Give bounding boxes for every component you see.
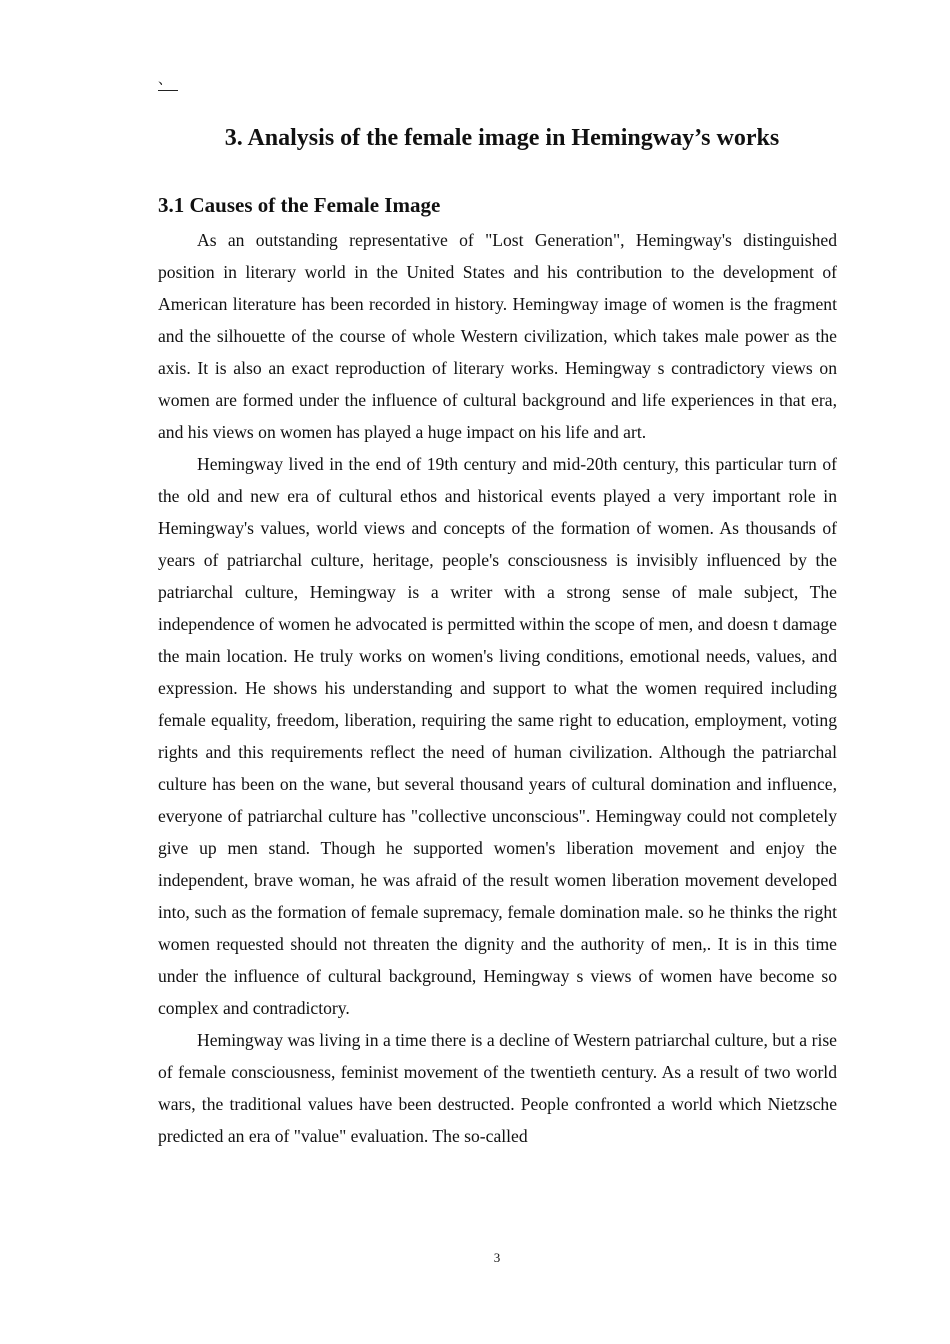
chapter-title: 3. Analysis of the female image in Hemingway’s works [224, 125, 780, 151]
header-mark: 、 [158, 74, 178, 91]
section-title: 3.1 Causes of the Female Image [158, 193, 441, 217]
paragraph-causes-intro: As an outstanding representative of "Lost Generation", Hemingway's distinguished position in literary world in the United States and his contribution to the development of American literature has been recorded in history. Hemingway image of women is the fragment and the silhouette of the course of whole Western civilization, which takes male power as the axis. It is also an exact reproduction of literary works. Hemingway s contradictory views on women are formed under the influence of cultural background and life experiences in that era, and his views on women has played a huge impact on his life and art. [158, 230, 837, 442]
paragraph-historical-context: Hemingway lived in the end of 19th century and mid-20th century, this particular turn of the old and new era of cultural ethos and historical events played a very important role in Hemingway's values, world views and concepts of the formation of women. As thousands of years of patriarchal culture, heritage, people's consciousness is invisibly influenced by the patriarchal culture, Hemingway is a writer with a strong sense of male subject, The independence of women he advocated is permitted within the scope of men, and doesn t damage the main location. He truly works on women's living conditions, emotional needs, values, and expression. He shows his understanding and support to what the women required including female equality, freedom, liberation, requiring the same right to education, employment, voting rights and this requirements reflect the need of human civilization. Although the patriarchal culture has been on the wane, but several thousand years of cultural domination and influence, everyone of patriarchal culture has "collective unconscious". Hemingway could not completely give up men stand. Though he supported women's liberation movement and enjoy the independent, brave woman, he was afraid of the result women liberation movement developed into, such as the formation of female supremacy, female domination male. so he thinks the right women requested should not threaten the dignity and the authority of men,. It is in this time under the influence of cultural background, Hemingway s views of women have become so complex and contradictory. [158, 454, 837, 1018]
body-text [158, 224, 837, 1152]
page-number: 3 [493, 1250, 501, 1265]
paragraph-patriarchal-decline: Hemingway was living in a time there is a decline of Western patriarchal culture, but a rise of female consciousness, feminist movement of the twentieth century. As a result of two world wars, the traditional values have been destructed. People confronted a world which Nietzsche predicted an era of "value" evaluation. The so-called [158, 1030, 837, 1146]
